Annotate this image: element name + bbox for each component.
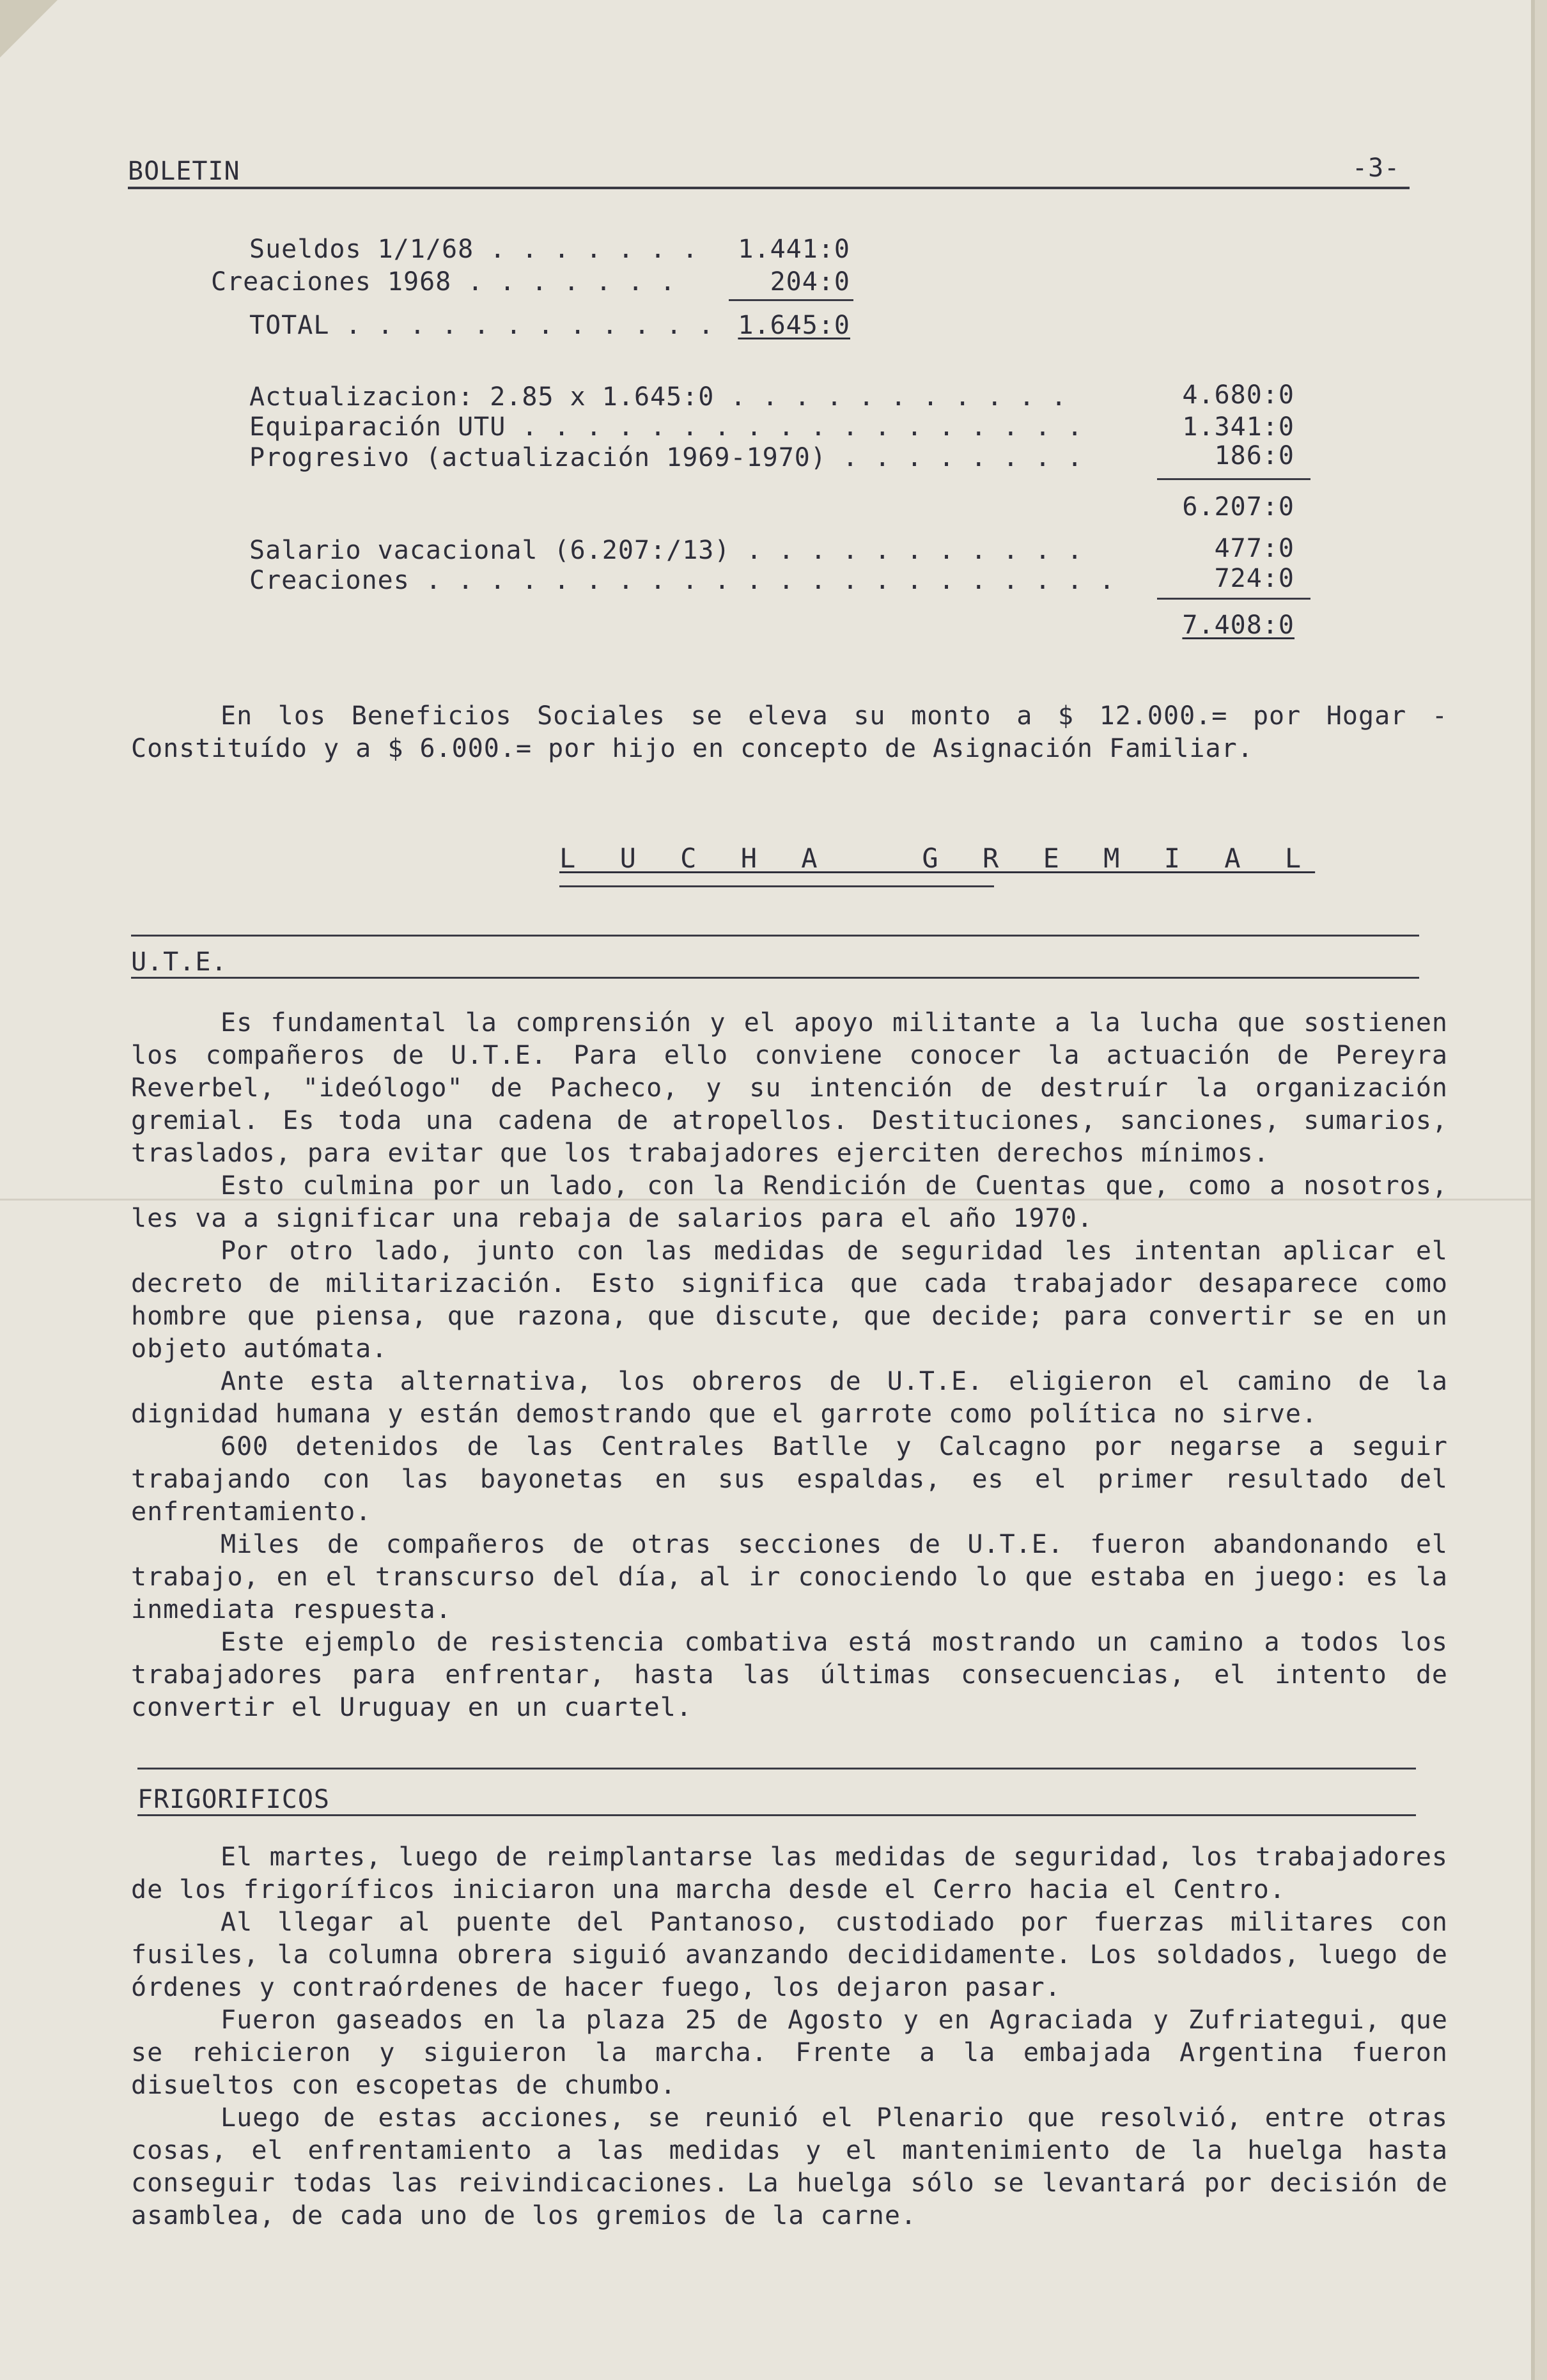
ute-paragraph: Es fundamental la comprensión y el apoyo militante a la lucha que sostienen los compañeros de U.T.E. Para ello conviene conocer la actuación de Pereyra Reverbel, "ideólogo" de Pacheco, y su intención de destruír la organización gremial. Es toda una cadena de atropellos. Destituciones, sanciones, sumarios, traslados, para evitar que los trabajadores ejerciten derechos mínimos. [131,1008,1448,1168]
budget2-row-value: 724:0 [1214,564,1294,593]
frigorificos-paragraph: Al llegar al puente del Pantanoso, custodiado por fuerzas militares con fusiles, la columna obrera siguió avanzando decididamente. Los soldados, luego de órdenes y contraórdenes de hacer fuego, los dejaron pasar. [131,1908,1448,2002]
benefits-paragraph [131,700,1448,765]
budget2-row-value: 477:0 [1214,534,1294,563]
frigorificos-heading: FRIGORIFICOS [137,1785,330,1814]
ute-paragraph: Ante esta alternativa, los obreros de U.T.E. eligieron el camino de la dignidad humana y están demostrando que el garrote como política no sirve. [131,1367,1448,1429]
header-left: BOLETIN [128,157,240,186]
budget2-row-label: Equiparación UTU . . . . . . . . . . . . . . . . . . [249,412,1084,442]
budget1-total-label: TOTAL . . . . . . . . . . . . [249,311,715,340]
budget1-sum-rule [729,299,853,301]
budget2-subtotal: 6.207:0 [1182,492,1294,522]
frigorificos-paragraph: El martes, luego de reimplantarse las medidas de seguridad, los trabajadores de los frigoríficos iniciaron una marcha desde el Cerro hacia el Centro. [131,1842,1448,1904]
frigorificos-heading-rule [137,1814,1416,1816]
header-rule [128,187,1410,189]
ute-heading: U.T.E. [131,947,228,977]
ute-paragraph: Este ejemplo de resistencia combativa está mostrando un camino a todos los trabajadores para enfrentar, hasta las últimas consecuencias, el intento de convertir el Uruguay en un cuartel. [131,1628,1448,1722]
budget2-row-label: Actualizacion: 2.85 x 1.645:0 . . . . . . . . . . . [249,382,1068,412]
budget2-row-value: 1.341:0 [1182,412,1294,442]
section-title: L U C H A G R E M I A L [559,843,1316,874]
ute-paragraph: Por otro lado, junto con las medidas de seguridad les intentan aplicar el decreto de militarización. Esto significa que cada trabajador desaparece como hombre que piensa, que razona, que discute, que decide; para convertir se en un objeto autómata. [131,1236,1448,1364]
budget2-subtotal-rule [1157,478,1310,480]
section-title-rule [559,885,994,887]
frigorificos-paragraph: Luego de estas acciones, se reunió el Plenario que resolvió, entre otras cosas, el enfrentamiento a las medidas y el mantenimiento de la huelga hasta conseguir todas las reivindicaciones. La huelga sólo se levantará por decisión de asamblea, de cada uno de los gremios de la carne. [131,2103,1448,2230]
page-number: -3- [1352,153,1401,183]
budget2-total: 7.408:0 [1182,611,1294,640]
budget2-row-value: 4.680:0 [1182,380,1294,410]
benefits-text: En los Beneficios Sociales se eleva su monto a $ 12.000.= por Hogar - Constituído y a $ 6.000.= por hijo en concepto de Asignación Familiar. [131,701,1448,763]
budget2-row-label: Salario vacacional (6.207:/13) . . . . . . . . . . . [249,536,1084,565]
frigorificos-body [131,1841,1448,2232]
frigorificos-top-rule [137,1768,1416,1769]
budget2-row-label: Progresivo (actualización 1969-1970) . . . . . . . . [249,443,1084,472]
ute-heading-rule [131,977,1419,979]
budget1-row-label: Sueldos 1/1/68 . . . . . . . [249,235,699,264]
budget1-row-value: 1.441:0 [738,235,850,264]
budget2-total-rule [1157,598,1310,600]
folded-corner [0,0,58,58]
frigorificos-paragraph: Fueron gaseados en la plaza 25 de Agosto y en Agraciada y Zufriategui, que se rehicieron y siguieron la marcha. Frente a la embajada Argentina fueron disueltos con escopetas de chumbo. [131,2005,1448,2100]
ute-paragraph: Esto culmina por un lado, con la Rendición de Cuentas que, como a nosotros, les va a significar una rebaja de salarios para el año 1970. [131,1171,1448,1233]
ute-paragraph: 600 detenidos de las Centrales Batlle y Calcagno por negarse a seguir trabajando con las bayonetas en sus espaldas, es el primer resultado del enfrentamiento. [131,1432,1448,1527]
ute-body [131,1007,1448,1724]
budget1-row-value: 204:0 [770,267,850,297]
budget1-total-value: 1.645:0 [738,311,850,340]
ute-top-rule [131,935,1419,937]
budget2-row-label: Creaciones . . . . . . . . . . . . . . . . . . . . . . [249,566,1116,595]
budget2-row-value: 186:0 [1214,441,1294,471]
ute-paragraph: Miles de compañeros de otras secciones de U.T.E. fueron abandonando el trabajo, en el transcurso del día, al ir conociendo lo que estaba en juego: es la inmediata respuesta. [131,1530,1448,1624]
budget1-row-label: Creaciones 1968 . . . . . . . [211,267,676,297]
